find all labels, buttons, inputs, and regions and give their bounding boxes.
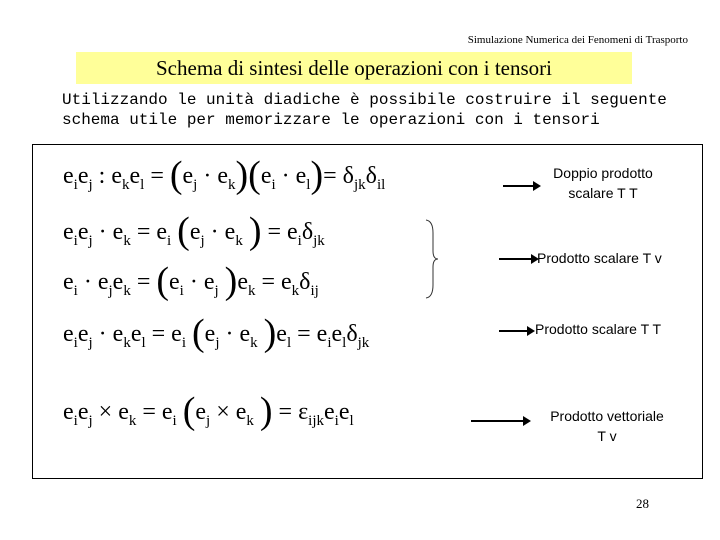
description-3 — [535, 319, 695, 339]
equation-2 — [63, 210, 325, 252]
arrow-3-icon — [499, 330, 529, 332]
equation-5-content: $e_ie_j \times e_k = e_i$ ($e_j \times e_k$ ) = $\varepsilon_{ijk}e_ie_l$ — [63, 390, 354, 432]
arrow-2-icon — [499, 258, 533, 260]
equation-box — [32, 144, 703, 479]
equation-2-content: $e_ie_j \cdot e_k = e_i$ ($e_j \cdot e_k$ ) = $e_i\delta_{jk}$ — [63, 210, 325, 252]
arrow-1-icon — [503, 185, 535, 187]
equation-4-content: $e_ie_j \cdot e_ke_l = e_i$ ($e_j \cdot e_k$ )$e_l = e_ie_l\delta_{jk}$ — [63, 312, 370, 354]
equation-5 — [63, 390, 354, 432]
description-2-line1: Prodotto scalare T v — [537, 250, 662, 266]
equation-1-content: $e_ie_j$ : $e_ke_l = (e_j \cdot e_k)(e_i \cdot e_l)= \delta_{jk}\delta_{il}$ — [63, 154, 386, 196]
page-number: 28 — [636, 496, 649, 511]
equation-3 — [63, 260, 319, 302]
description-1 — [533, 163, 673, 203]
curly-brace-icon — [425, 219, 439, 299]
intro-text: Utilizzando le unità diadiche è possibile costruire il seguente schema utile per memorizzare le operazioni con i tensori — [62, 91, 667, 129]
equation-4 — [63, 312, 370, 354]
title-band — [76, 52, 632, 84]
equation-3-content: $e_i \cdot e_je_k = (e_i \cdot e_j$ )$e_k = e_k\delta_{ij}$ — [63, 260, 319, 302]
description-4-line2: T v — [597, 428, 617, 444]
description-4-line1: Prodotto vettoriale — [550, 408, 664, 424]
description-2 — [537, 248, 697, 268]
description-1-line1: Doppio prodotto — [553, 165, 653, 181]
description-4 — [533, 406, 681, 446]
arrow-4-icon — [471, 420, 525, 422]
slide-title: Schema di sintesi delle operazioni con i tensori — [156, 55, 552, 80]
equation-1 — [63, 154, 386, 196]
course-header: Simulazione Numerica dei Fenomeni di Trasporto — [467, 34, 688, 46]
description-1-line2: scalare T T — [568, 185, 638, 201]
description-3-line1: Prodotto scalare T T — [535, 321, 662, 337]
